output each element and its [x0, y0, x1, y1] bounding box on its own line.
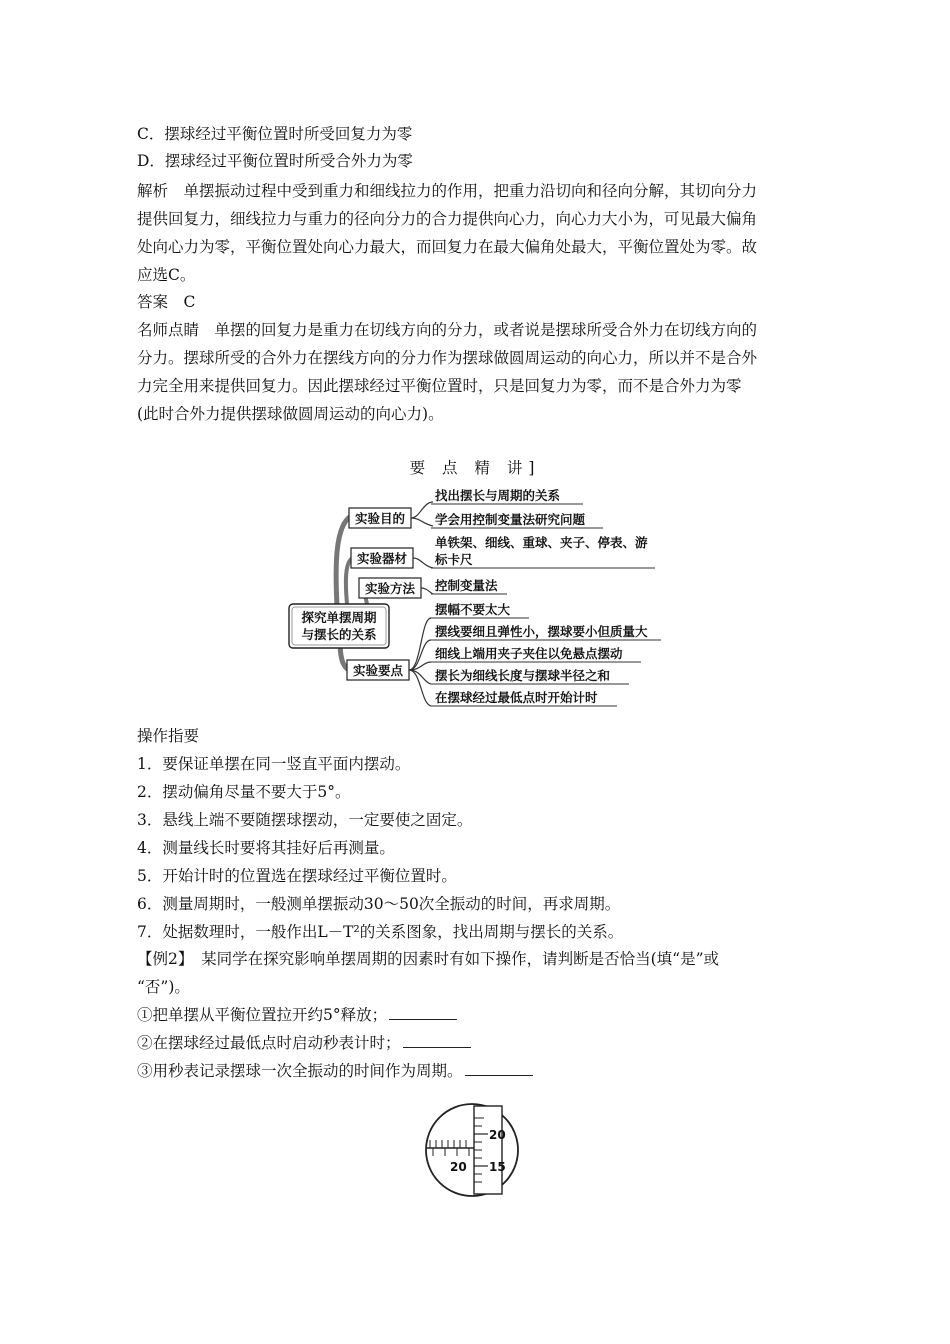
option-d: D．摆球经过平衡位置时所受合外力为零 — [137, 152, 413, 170]
branch-purpose-label: 实验目的 — [354, 511, 406, 526]
analysis-line-3: 处向心力为零，平衡位置处向心力最大，而回复力在最大偏角处最大，平衡位置处为零。故 — [137, 238, 758, 256]
branch-key-points-label: 实验要点 — [352, 663, 404, 678]
key-point-1: 摆幅不要太大 — [435, 602, 511, 617]
analysis-line-1: 解析 单摆振动过程中受到重力和细线拉力的作用，把重力沿切向和径向分解，其切向分力 — [137, 182, 758, 200]
branch-method-label: 实验方法 — [364, 581, 416, 596]
answer-blank-1[interactable] — [389, 1005, 457, 1020]
operation-heading: 操作指要 — [137, 727, 200, 745]
key-point-3: 细线上端用夹子夹住以免悬点摆动 — [435, 646, 623, 661]
purpose-item-2: 学会用控制变量法研究问题 — [435, 512, 586, 527]
mindmap-center-line-1: 探究单摆周期 — [301, 610, 377, 625]
key-point-2: 摆线要细且弹性小，摆球要小但质量大 — [435, 624, 648, 639]
micrometer-label-top: 20 — [489, 1128, 506, 1142]
example-question-2-text: ②在摆球经过最低点时启动秒表计时； — [137, 1034, 401, 1052]
example-question-3-text: ③用秒表记录摆球一次全振动的时间作为周期。 — [137, 1062, 463, 1080]
key-point-5: 在摆球经过最低点时开始计时 — [435, 690, 598, 705]
example-question-1-text: ①把单摆从平衡位置拉开约5°释放； — [137, 1006, 388, 1024]
micrometer-outline — [426, 1104, 518, 1196]
micrometer-figure — [422, 1100, 522, 1200]
mindmap-center-line-2: 与摆长的关系 — [301, 627, 377, 642]
micrometer-label-bottom-left: 20 — [450, 1160, 467, 1174]
purpose-item-1: 找出摆长与周期的关系 — [435, 488, 561, 503]
operation-item-4: 4．测量线长时要将其挂好后再测量。 — [137, 839, 395, 857]
equipment-item-1: 单铁架、细线、重球、夹子、停表、游 — [435, 535, 648, 550]
section-title: 要 点 精 讲] — [409, 459, 541, 477]
branch-equipment-label: 实验器材 — [356, 551, 408, 566]
teacher-note-line-2: 分力。摆球所受的合外力在摆线方向的分力作为摆球做圆周运动的向心力，所以并不是合外 — [137, 349, 758, 367]
operation-item-3: 3．悬线上端不要随摆球摆动，一定要使之固定。 — [137, 811, 473, 829]
answer-blank-2[interactable] — [403, 1033, 471, 1048]
answer: 答案 C — [137, 293, 196, 311]
example-question-3 — [137, 1061, 533, 1081]
option-c: C．摆球经过平衡位置时所受回复力为零 — [137, 125, 413, 143]
operation-item-7: 7．处据数理时，一般作出L－T²的关系图象，找出周期与摆长的关系。 — [137, 923, 624, 941]
answer-blank-3[interactable] — [465, 1061, 533, 1076]
teacher-note-line-3: 力完全用来提供回复力。因此摆球经过平衡位置时，只是回复力为零，而不是合外力为零 — [137, 377, 742, 395]
operation-item-2: 2．摆动偏角尽量不要大于5°。 — [137, 783, 351, 801]
equipment-item-2: 标卡尺 — [435, 552, 473, 567]
micrometer-label-bottom-right: 15 — [489, 1160, 506, 1174]
analysis-line-2: 提供回复力，细线拉力与重力的径向分力的合力提供向心力，向心力大小为，可见最大偏角 — [137, 210, 758, 228]
teacher-note-line-1: 名师点睛 单摆的回复力是重力在切线方向的分力，或者说是摆球所受合外力在切线方向的 — [137, 321, 758, 339]
method-item-1: 控制变量法 — [435, 578, 498, 593]
example-question-2 — [137, 1033, 471, 1053]
mindmap-diagram — [285, 486, 665, 716]
key-point-4: 摆长为细线长度与摆球半径之和 — [435, 668, 611, 683]
operation-item-1: 1．要保证单摆在同一竖直平面内摆动。 — [137, 755, 411, 773]
operation-item-6: 6．测量周期时，一般测单摆振动30～50次全振动的时间，再求周期。 — [137, 895, 621, 913]
example-line-1: 【例2】 某同学在探究影响单摆周期的因素时有如下操作，请判断是否恰当(填“是”或 — [137, 950, 720, 968]
example-question-1 — [137, 1005, 457, 1025]
teacher-note-line-4: (此时合外力提供摆球做圆周运动的向心力)。 — [137, 405, 444, 423]
analysis-line-4: 应选C。 — [137, 266, 196, 284]
example-line-2: “否”)。 — [137, 978, 190, 996]
operation-item-5: 5．开始计时的位置选在摆球经过平衡位置时。 — [137, 867, 457, 885]
